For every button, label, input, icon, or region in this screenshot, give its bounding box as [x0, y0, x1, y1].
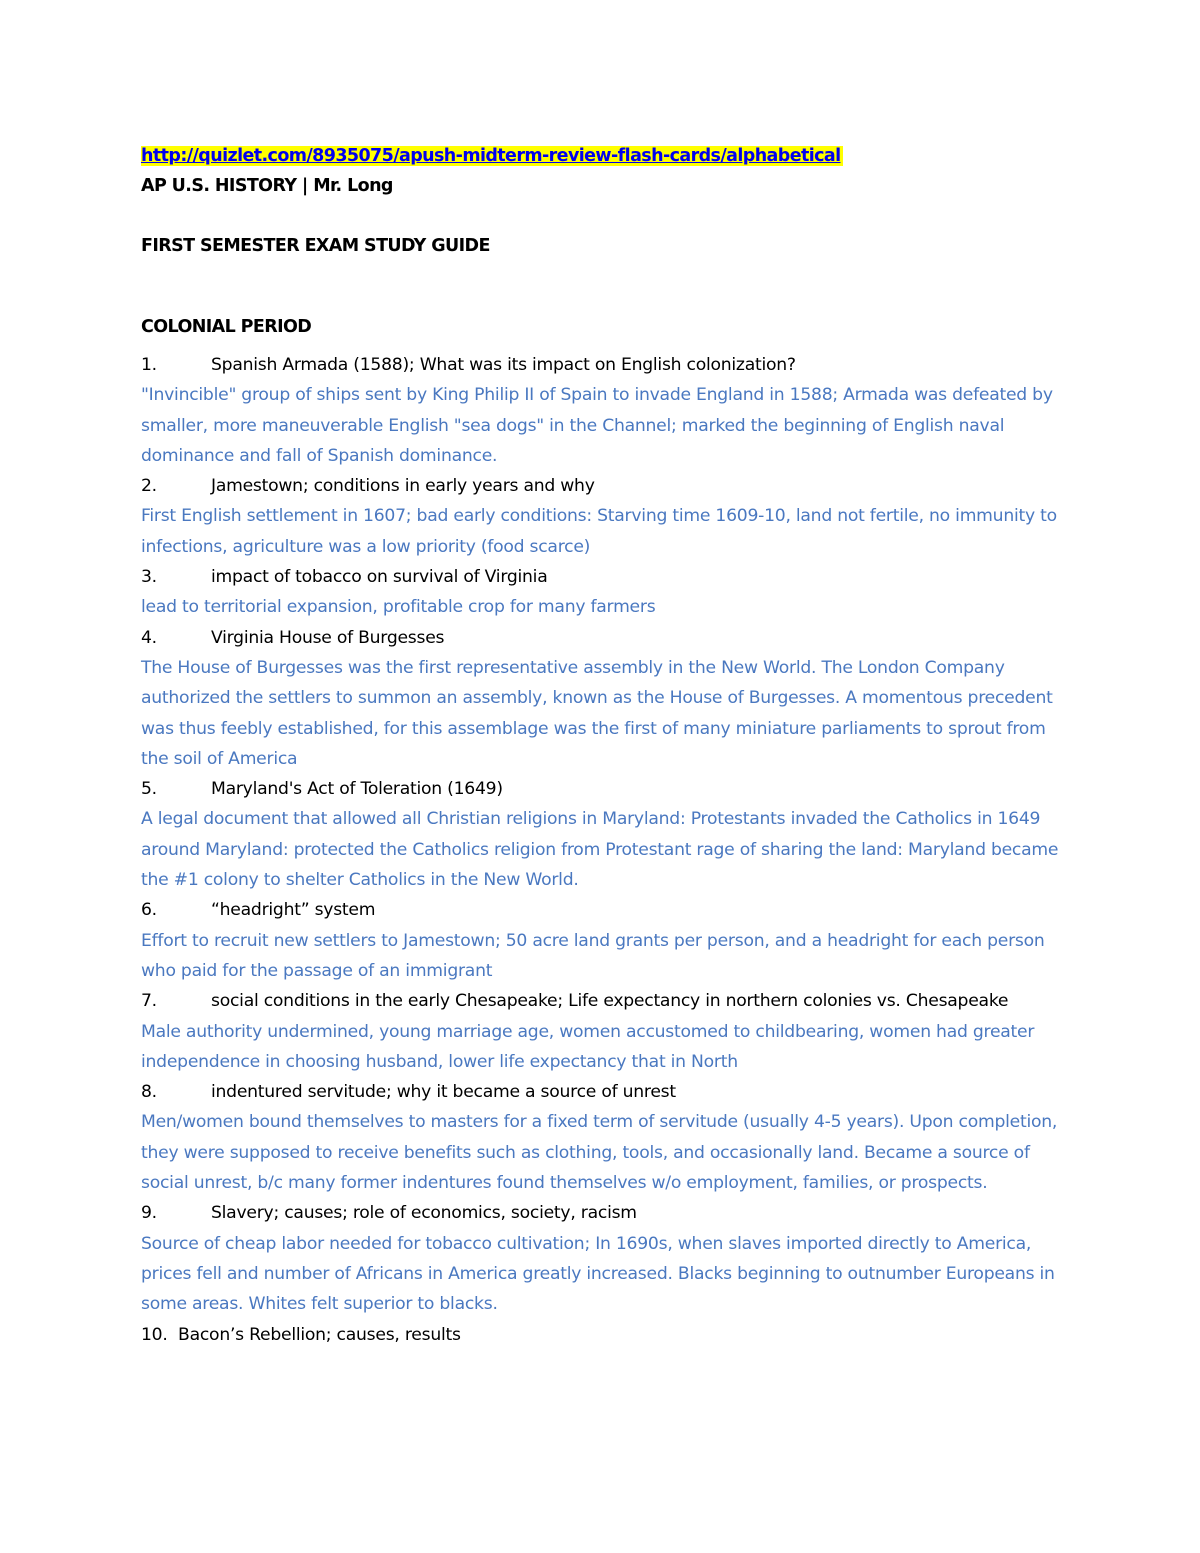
- spacer: [141, 342, 1071, 350]
- document-page: [141, 141, 1071, 1350]
- list-item: [141, 895, 1071, 986]
- section-title: COLONIAL PERIOD: [141, 317, 312, 337]
- spacer: [141, 261, 1071, 312]
- item-question: Maryland's Act of Toleration (1649): [211, 779, 503, 800]
- quizlet-link-line: [141, 141, 1071, 171]
- item-answer: Male authority undermined, young marriage age, women accustomed to childbearing, women had greater independence in choosing husband, lower life expectancy that in North: [141, 1021, 1035, 1072]
- page-title: FIRST SEMESTER EXAM STUDY GUIDE: [141, 236, 490, 256]
- item-question: “headright” system: [211, 900, 376, 921]
- list-item: [141, 350, 1071, 471]
- item-answer: The House of Burgesses was the first representative assembly in the New World. The London Company authorized the settlers to summon an assembly, known as the House of Burgesses. A momentous precedent was thus feebly established, for this assemblage was the first of many miniature parliaments to sprout from the soil of America: [141, 657, 1053, 769]
- item-number: 10.: [141, 1324, 168, 1345]
- list-item: [141, 623, 1071, 774]
- question-line: [141, 1320, 1071, 1350]
- item-answer: Effort to recruit new settlers to Jamestown; 50 acre land grants per person, and a headright for each person who paid for the passage of an immigrant: [141, 930, 1045, 981]
- item-question: Bacon’s Rebellion; causes, results: [178, 1324, 461, 1345]
- question-line: [141, 562, 1071, 592]
- list-item: [141, 1320, 1071, 1350]
- item-answer: A legal document that allowed all Christian religions in Maryland: Protestants invaded the Catholics in 1649 around Maryland: protected the Catholics religion from Protestant rage of sharing the land: Maryland became the #1 colony to shelter Catholics in the New World.: [141, 809, 1059, 891]
- question-line: [141, 986, 1071, 1016]
- list-item: [141, 1198, 1071, 1319]
- question-line: [141, 1077, 1071, 1107]
- item-number: 8.: [141, 1082, 157, 1103]
- question-line: [141, 774, 1071, 804]
- list-item: [141, 774, 1071, 895]
- list-item: [141, 562, 1071, 623]
- list-item: [141, 986, 1071, 1077]
- item-number: 3.: [141, 567, 157, 588]
- item-number: 7.: [141, 991, 157, 1012]
- item-answer: First English settlement in 1607; bad early conditions: Starving time 1609-10, land not fertile, no immunity to infections, agriculture was a low priority (food scarce): [141, 506, 1057, 557]
- item-answer: Men/women bound themselves to masters for a fixed term of servitude (usually 4-5 years). Upon completion, they were supposed to receive benefits such as clothing, tools, and occasionally land. Became a source of social unrest, b/c many former indentures found themselves w/o employment, families, or prospects.: [141, 1112, 1058, 1194]
- item-number: 2.: [141, 476, 157, 497]
- item-answer: "Invincible" group of ships sent by King Philip II of Spain to invade England in 1588; Armada was defeated by smaller, more maneuverable English "sea dogs" in the Channel; marked the beginning of English naval dominance and fall of Spanish dominance.: [141, 385, 1053, 466]
- item-answer: Source of cheap labor needed for tobacco cultivation; In 1690s, when slaves imported directly to America, prices fell and number of Africans in America greatly increased. Blacks beginning to outnumber Europeans in some areas. Whites felt superior to blacks.: [141, 1233, 1055, 1315]
- question-line: [141, 350, 1071, 380]
- item-number: 1.: [141, 355, 157, 375]
- item-number: 4.: [141, 627, 157, 648]
- question-line: [141, 895, 1071, 925]
- question-line: [141, 471, 1071, 501]
- question-line: [141, 623, 1071, 653]
- item-question: indentured servitude; why it became a source of unrest: [211, 1082, 676, 1103]
- item-question: Spanish Armada (1588); What was its impact on English colonization?: [211, 355, 796, 375]
- item-question: Slavery; causes; role of economics, society, racism: [211, 1203, 637, 1224]
- question-line: [141, 1198, 1071, 1228]
- spacer: [141, 201, 1071, 231]
- item-question: Virginia House of Burgesses: [211, 627, 445, 648]
- item-number: 6.: [141, 900, 157, 921]
- list-item: [141, 471, 1071, 562]
- item-question: Jamestown; conditions in early years and why: [211, 476, 595, 497]
- list-item: [141, 1077, 1071, 1198]
- item-answer: lead to territorial expansion, profitable crop for many farmers: [141, 597, 656, 618]
- item-number: 9.: [141, 1203, 157, 1224]
- item-question: impact of tobacco on survival of Virginia: [211, 567, 548, 588]
- quizlet-link[interactable]: http://quizlet.com/8935075/apush-midterm-review-flash-cards/alphabetical: [141, 146, 841, 166]
- course-title: AP U.S. HISTORY | Mr. Long: [141, 176, 393, 196]
- item-question: social conditions in the early Chesapeake; Life expectancy in northern colonies vs. Chesapeake: [211, 991, 1009, 1012]
- item-number: 5.: [141, 779, 157, 800]
- study-guide-list: [141, 350, 1071, 1350]
